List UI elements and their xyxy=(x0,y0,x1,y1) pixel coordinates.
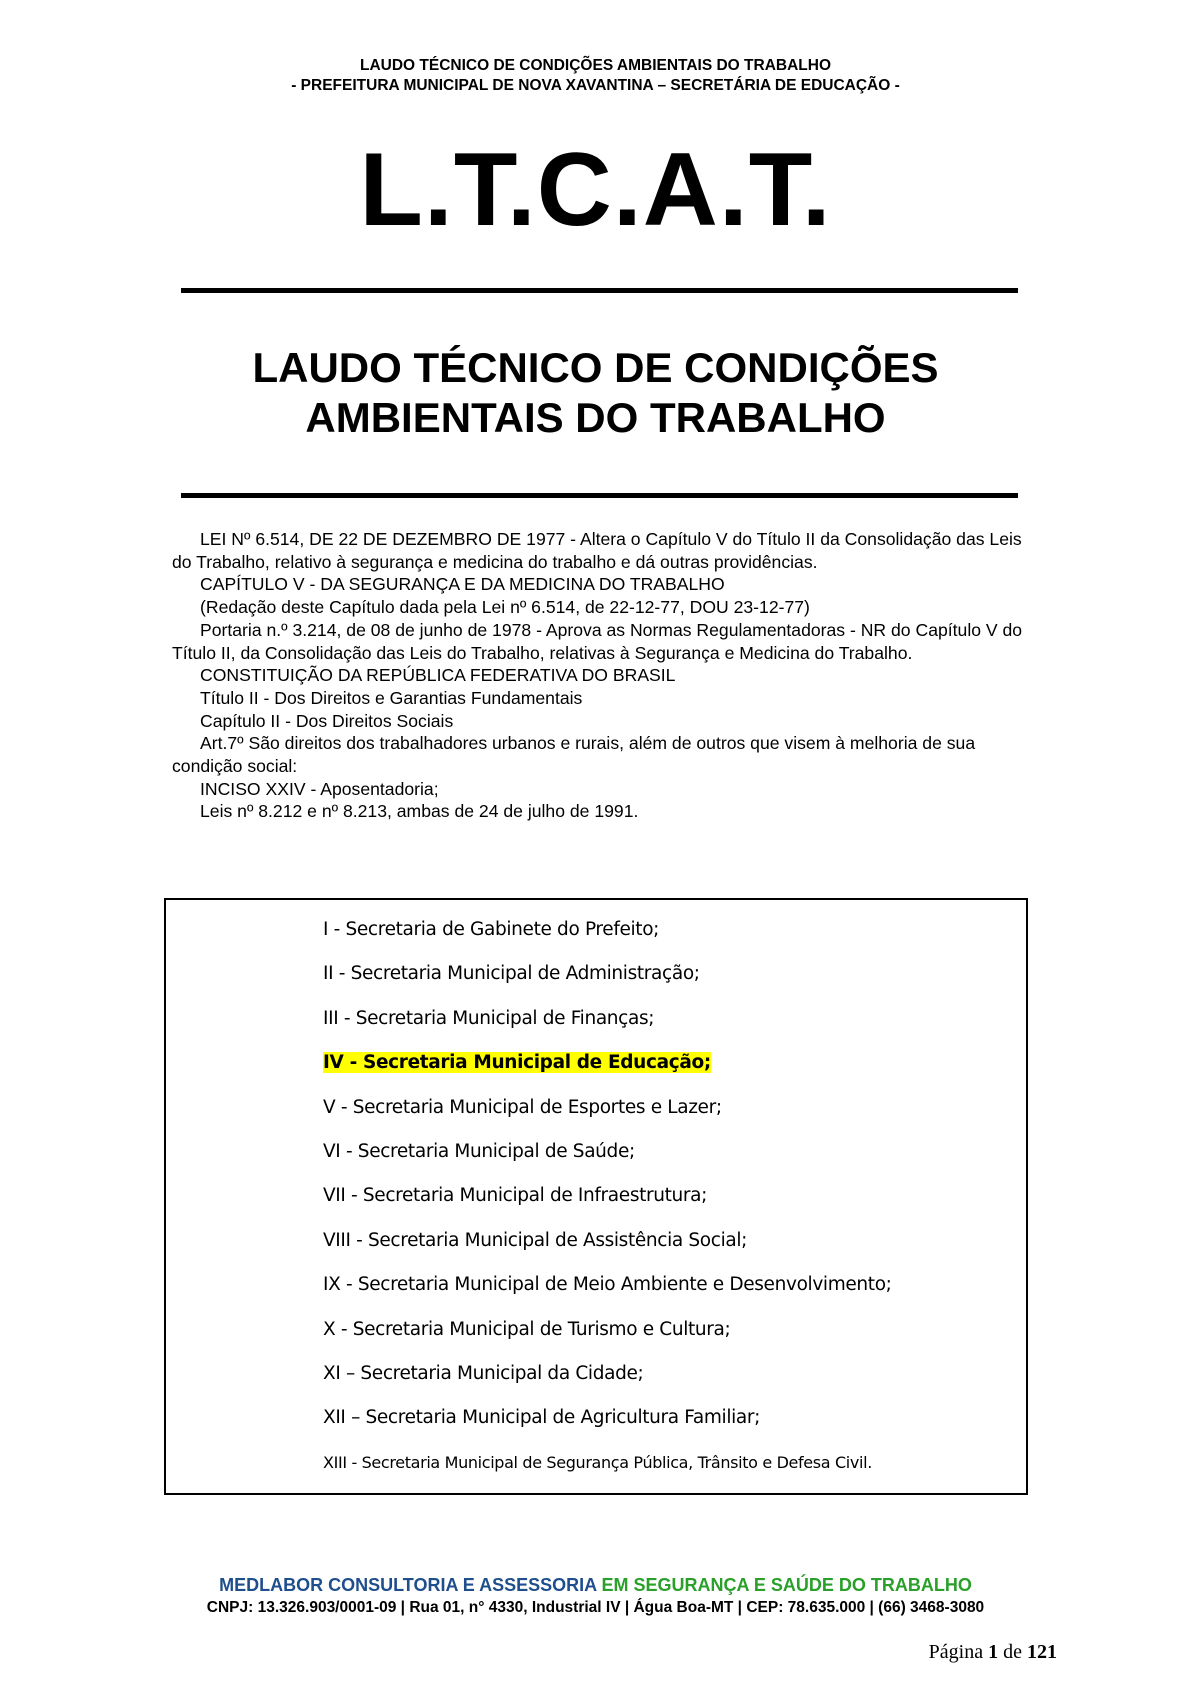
header-line-1: LAUDO TÉCNICO DE CONDIÇÕES AMBIENTAIS DO TRABALHO xyxy=(359,57,832,74)
list-item: X - Secretaria Municipal de Turismo e Cultura; xyxy=(323,1318,731,1340)
legal-paragraph: Capítulo II - Dos Direitos Sociais xyxy=(200,710,454,731)
legal-references xyxy=(172,528,1032,823)
subtitle-line-2: AMBIENTAIS DO TRABALHO xyxy=(305,394,886,441)
document-title: L.T.C.A.T. xyxy=(359,132,832,248)
list-item: III - Secretaria Municipal de Finanças; xyxy=(323,1007,655,1029)
footer-address: CNPJ: 13.326.903/0001-09 | Rua 01, n° 4330, Industrial IV | Água Boa-MT | CEP: 78.635.000 | (66) 3468-3080 xyxy=(206,1599,985,1616)
legal-paragraph: (Redação deste Capítulo dada pela Lei nº 6.514, de 22-12-77, DOU 23-12-77) xyxy=(200,597,810,618)
document-subtitle xyxy=(0,343,1191,443)
list-item: I - Secretaria de Gabinete do Prefeito; xyxy=(323,919,660,940)
legal-paragraph: Art.7º São direitos dos trabalhadores urbanos e rurais, além de outros que visem à melhoria de sua condição social: xyxy=(172,733,976,777)
footer-company xyxy=(0,1574,1191,1596)
legal-paragraph: Leis nº 8.212 e nº 8.213, ambas de 24 de julho de 1991. xyxy=(200,801,639,822)
footer-company-tagline: EM SEGURANÇA E SAÚDE DO TRABALHO xyxy=(601,1575,972,1595)
list-item: VI - Secretaria Municipal de Saúde; xyxy=(323,1140,635,1162)
list-item: XI – Secretaria Municipal da Cidade; xyxy=(323,1362,644,1384)
legal-paragraph: Portaria n.º 3.214, de 08 de junho de 1978 - Aprova as Normas Regulamentadoras - NR do Capítulo V do Título II, da Consolidação das Leis do Trabalho, relativas à Segurança e Medicina do Trabalho. xyxy=(172,619,1023,663)
secretarias-box xyxy=(164,898,1028,1495)
subtitle-line-1: LAUDO TÉCNICO DE CONDIÇÕES xyxy=(252,344,939,391)
list-item: II - Secretaria Municipal de Administração; xyxy=(323,963,700,985)
legal-paragraph: INCISO XXIV - Aposentadoria; xyxy=(200,778,439,799)
secretarias-list xyxy=(323,914,892,1491)
legal-paragraph: Título II - Dos Direitos e Garantias Fundamentais xyxy=(200,687,583,708)
page-of-label: de xyxy=(1003,1641,1022,1663)
footer-company-name: MEDLABOR CONSULTORIA E ASSESSORIA xyxy=(219,1575,597,1595)
highlighted-text: IV - Secretaria Municipal de Educação; xyxy=(323,1052,711,1074)
legal-paragraph: CONSTITUIÇÃO DA REPÚBLICA FEDERATIVA DO BRASIL xyxy=(200,665,676,686)
list-item: XII – Secretaria Municipal de Agricultura Familiar; xyxy=(323,1407,761,1429)
list-item: V - Secretaria Municipal de Esportes e Lazer; xyxy=(323,1096,722,1118)
list-item: XIII - Secretaria Municipal de Segurança Pública, Trânsito e Defesa Civil. xyxy=(323,1452,872,1472)
legal-paragraph: LEI Nº 6.514, DE 22 DE DEZEMBRO DE 1977 - Altera o Capítulo V do Título II da Consolidação das Leis do Trabalho, relativo à segurança e medicina do trabalho e dá outras providências. xyxy=(172,529,1022,572)
header-line-2: - PREFEITURA MUNICIPAL DE NOVA XAVANTINA – SECRETÁRIA DE EDUCAÇÃO - xyxy=(291,77,900,94)
title-divider-bottom xyxy=(181,493,1018,498)
list-item: IX - Secretaria Municipal de Meio Ambiente e Desenvolvimento; xyxy=(323,1274,892,1296)
title-divider-top xyxy=(181,288,1018,293)
page-number xyxy=(929,1640,1057,1664)
page-current: 1 xyxy=(988,1641,999,1663)
legal-paragraph: CAPÍTULO V - DA SEGURANÇA E DA MEDICINA DO TRABALHO xyxy=(200,574,725,595)
page-label: Página xyxy=(928,1641,984,1663)
list-item: VIII - Secretaria Municipal de Assistência Social; xyxy=(323,1229,748,1251)
list-item: VII - Secretaria Municipal de Infraestrutura; xyxy=(323,1185,708,1207)
page-total: 121 xyxy=(1027,1641,1057,1663)
list-item-highlighted xyxy=(323,1047,892,1091)
